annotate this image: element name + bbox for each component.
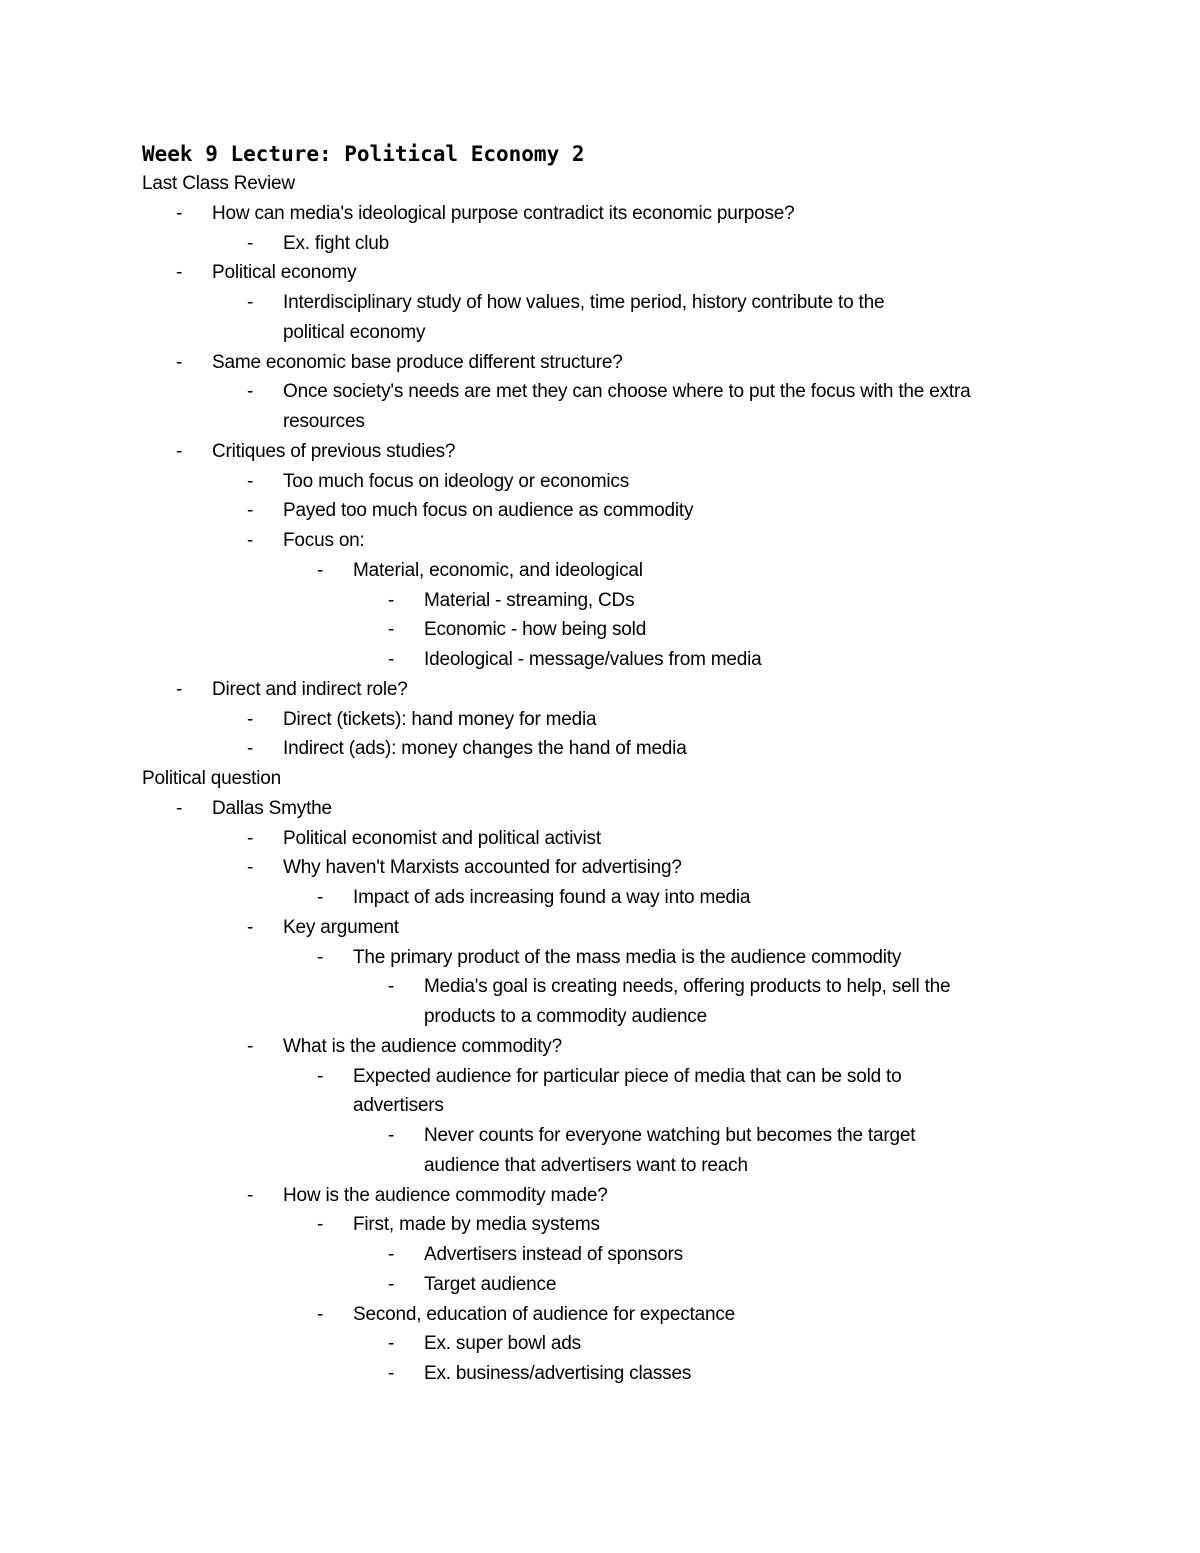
list-item (142, 675, 1082, 705)
list-item-text: Never counts for everyone watching but becomes the target (424, 1125, 916, 1146)
bullet-dash: - (388, 976, 395, 998)
bullet-dash: - (247, 530, 254, 551)
bullet-dash: - (388, 1273, 395, 1295)
list-item-text: Focus on: (283, 530, 365, 551)
list-item-text: Second, education of audience for expectance (353, 1303, 736, 1325)
list-item-text: Economic - how being sold (424, 619, 647, 641)
bullet-dash: - (317, 1214, 324, 1236)
notes-outline (142, 169, 1082, 1389)
bullet-dash: - (247, 381, 254, 403)
bullet-dash: - (176, 202, 183, 224)
list-item (142, 348, 1082, 378)
bullet-dash: - (317, 1065, 324, 1087)
list-item (142, 1300, 1082, 1330)
list-item-text: Material - streaming, CDs (424, 589, 635, 611)
list-item-text: Why haven't Marxists accounted for advertising? (283, 857, 682, 879)
bullet-dash: - (388, 649, 395, 670)
bullet-dash: - (176, 678, 183, 700)
bullet-dash: - (176, 797, 183, 819)
list-item-text: Once society's needs are met they can choose where to put the focus with the extra (283, 381, 971, 403)
list-item-text: Media's goal is creating needs, offering products to help, sell the (424, 976, 951, 998)
bullet-dash: - (247, 708, 254, 730)
bullet-dash: - (247, 470, 254, 492)
document-content (142, 139, 1082, 1389)
bullet-dash: - (317, 559, 324, 581)
list-item-text: Ex. super bowl ads (424, 1333, 581, 1355)
list-item (142, 913, 1082, 943)
section-heading: Political question (142, 768, 281, 789)
list-item (142, 467, 1082, 497)
list-item (142, 1270, 1082, 1300)
list-item (142, 972, 1082, 1002)
list-item-text: Political economy (212, 262, 357, 284)
list-item (142, 556, 1082, 586)
list-item-text: How can media's ideological purpose contradict its economic purpose? (212, 202, 795, 224)
list-item-continuation: audience that advertisers want to reach (424, 1154, 748, 1176)
list-item-text: Key argument (283, 916, 399, 938)
list-item (142, 883, 1082, 913)
bullet-dash: - (247, 500, 254, 522)
bullet-dash: - (247, 1035, 254, 1057)
list-item (142, 1121, 1082, 1151)
list-item-text: Direct (tickets): hand money for media (283, 708, 597, 730)
list-item-text: First, made by media systems (353, 1214, 600, 1236)
list-item (142, 526, 1082, 556)
list-item (142, 1240, 1082, 1270)
list-item-text: Target audience (424, 1273, 557, 1295)
list-item (142, 258, 1082, 288)
list-item-text: Material, economic, and ideological (353, 559, 643, 581)
list-item (142, 1210, 1082, 1240)
list-item (142, 586, 1082, 616)
bullet-dash: - (176, 262, 183, 284)
list-item (142, 734, 1082, 764)
list-item-text: Ex. business/advertising classes (424, 1363, 692, 1384)
list-item-continuation: resources (283, 411, 365, 432)
list-item (142, 288, 1082, 318)
list-item (142, 496, 1082, 526)
list-item-text: Ex. fight club (283, 232, 389, 254)
bullet-dash: - (176, 440, 183, 462)
list-item-text: Interdisciplinary study of how values, time period, history contribute to the (283, 292, 885, 313)
list-item-text: How is the audience commodity made? (283, 1184, 608, 1206)
list-item-text: Same economic base produce different structure? (212, 351, 623, 373)
list-item (142, 437, 1082, 467)
document-title: Week 9 Lecture: Political Economy 2 (142, 142, 585, 166)
list-item-text: Ideological - message/values from media (424, 649, 762, 670)
bullet-dash: - (247, 857, 254, 879)
list-item-text: Advertisers instead of sponsors (424, 1244, 683, 1265)
bullet-dash: - (388, 619, 395, 641)
bullet-dash: - (317, 1303, 324, 1325)
list-item (142, 1181, 1082, 1211)
section-heading: Last Class Review (142, 173, 295, 194)
bullet-dash: - (247, 232, 254, 254)
bullet-dash: - (247, 292, 254, 313)
list-item (142, 705, 1082, 735)
bullet-dash: - (388, 1244, 395, 1265)
bullet-dash: - (317, 946, 324, 968)
list-item-text: Payed too much focus on audience as commodity (283, 500, 694, 522)
list-item (142, 853, 1082, 883)
list-item (142, 943, 1082, 973)
bullet-dash: - (317, 887, 324, 908)
list-item (142, 377, 1082, 407)
list-item (142, 1062, 1082, 1092)
list-item-text: Direct and indirect role? (212, 678, 408, 700)
list-item (142, 824, 1082, 854)
bullet-dash: - (247, 916, 254, 938)
bullet-dash: - (247, 827, 254, 849)
list-item (142, 1032, 1082, 1062)
bullet-dash: - (176, 351, 183, 373)
list-item (142, 615, 1082, 645)
list-item (142, 229, 1082, 259)
list-item-continuation: products to a commodity audience (424, 1006, 707, 1027)
bullet-dash: - (247, 738, 254, 760)
bullet-dash: - (388, 1333, 395, 1355)
list-item-text: What is the audience commodity? (283, 1035, 562, 1057)
list-item (142, 1359, 1082, 1389)
list-item-text: Impact of ads increasing found a way into media (353, 887, 751, 908)
bullet-dash: - (247, 1184, 254, 1206)
list-item-continuation: advertisers (353, 1095, 444, 1117)
list-item-text: Too much focus on ideology or economics (283, 470, 630, 492)
list-item (142, 794, 1082, 824)
list-item-text: Critiques of previous studies? (212, 440, 456, 462)
bullet-dash: - (388, 1125, 395, 1146)
list-item-text: The primary product of the mass media is the audience commodity (353, 946, 902, 968)
list-item (142, 1329, 1082, 1359)
bullet-dash: - (388, 1363, 395, 1384)
bullet-dash: - (388, 589, 395, 611)
list-item-text: Indirect (ads): money changes the hand of media (283, 738, 687, 760)
list-item-continuation: political economy (283, 321, 426, 343)
list-item-text: Expected audience for particular piece of media that can be sold to (353, 1065, 902, 1087)
list-item (142, 645, 1082, 675)
list-item-text: Dallas Smythe (212, 797, 332, 819)
list-item (142, 199, 1082, 229)
list-item-text: Political economist and political activist (283, 827, 601, 849)
